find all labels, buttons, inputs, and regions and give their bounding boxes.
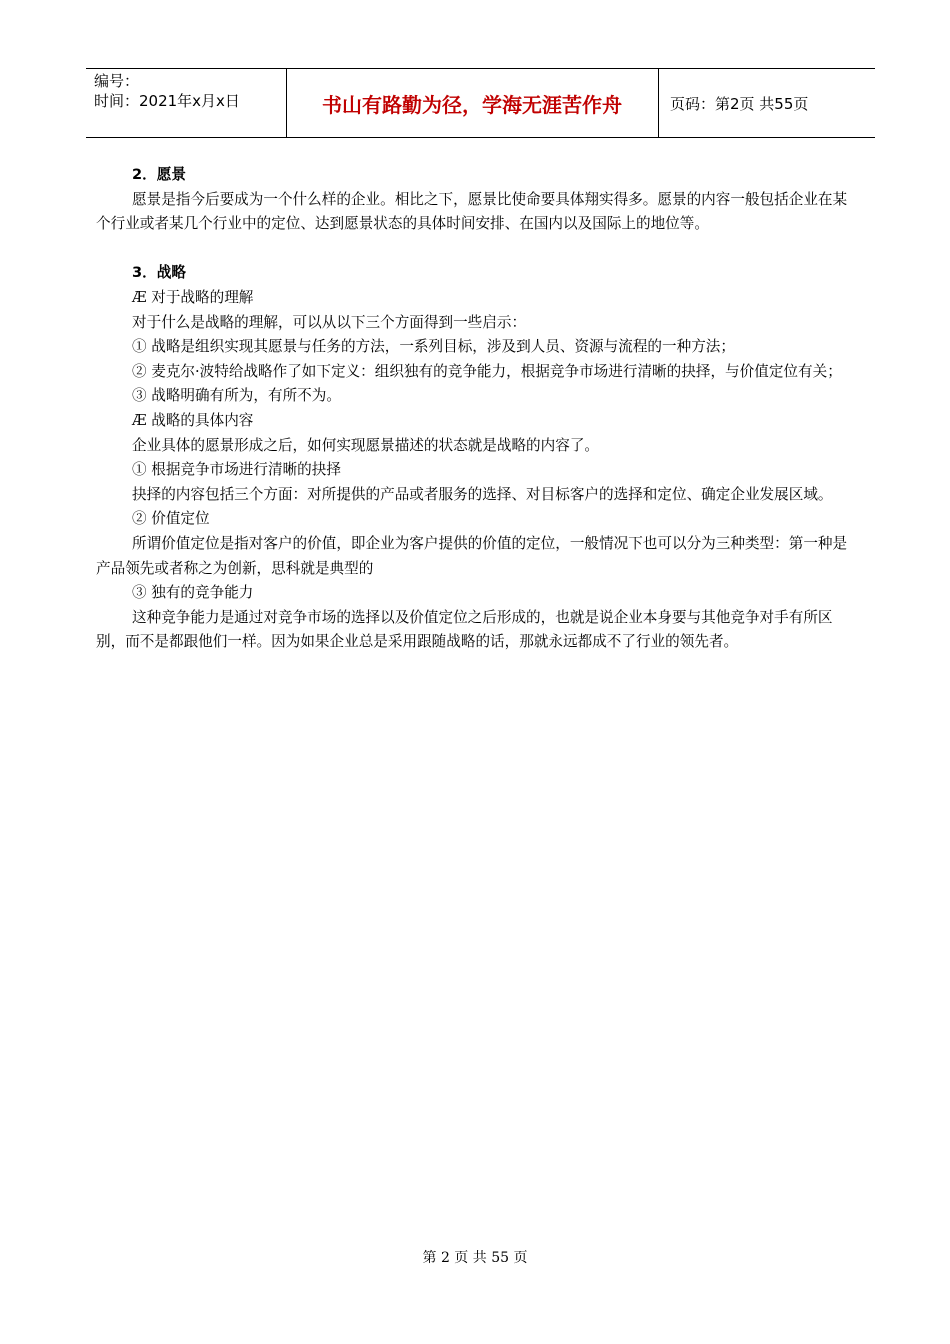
- document-body: [96, 163, 860, 655]
- section-heading-vision: 2．愿景: [132, 166, 186, 183]
- paragraph: 企业具体的愿景形成之后，如何实现愿景描述的状态就是战略的内容了。: [132, 436, 600, 454]
- header-page-number: 页码：第2页 共55页: [670, 94, 809, 113]
- document-number-label: 编号：: [94, 72, 140, 90]
- paragraph: 这种竞争能力是通过对竞争市场的选择以及价值定位之后形成的，也就是说企业本身要与其他竞争对手有所区别，而不是都跟他们一样。因为如果企业总是采用跟随战略的话，那就永远都成不了行业的领先者。: [96, 608, 833, 651]
- page-footer: 第 2 页 共 55 页: [422, 1250, 528, 1266]
- list-item: ② 麦克尔·波特给战略作了如下定义：组织独有的竞争能力，根据竞争市场进行清晰的抉择，与价值定位有关；: [132, 362, 842, 380]
- header-info: [94, 71, 286, 111]
- list-item: ③ 战略明确有所为，有所不为。: [132, 387, 341, 405]
- paragraph: 所谓价值定位是指对客户的价值，即企业为客户提供的价值的定位，一般情况下也可以分为三种类型：第一种是产品领先或者称之为创新，思科就是典型的: [96, 534, 848, 577]
- paragraph: 愿景是指今后要成为一个什么样的企业。相比之下，愿景比使命要具体翔实得多。愿景的内容一般包括企业在某个行业或者某几个行业中的定位、达到愿景状态的具体时间安排、在国内以及国际上的地位等。: [96, 190, 848, 233]
- paragraph: 对于什么是战略的理解，可以从以下三个方面得到一些启示：: [132, 313, 527, 331]
- page-header: [86, 68, 875, 138]
- paragraph: 抉择的内容包括三个方面：对所提供的产品或者服务的选择、对目标客户的选择和定位、确定企业发展区域。: [132, 485, 833, 503]
- list-item: ② 价值定位: [132, 510, 210, 528]
- list-item: ① 根据竞争市场进行清晰的抉择: [132, 461, 341, 479]
- subheading: Æ 对于战略的理解: [132, 288, 254, 306]
- section-heading-strategy: 3．战略: [132, 264, 186, 282]
- subheading: Æ 战略的具体内容: [132, 411, 254, 429]
- list-item: ① 战略是组织实现其愿景与任务的方法，一系列目标，涉及到人员、资源与流程的一种方法；: [132, 338, 735, 356]
- document-time-label: 时间：2021年x月x日: [94, 92, 240, 110]
- list-item: ③ 独有的竞争能力: [132, 584, 254, 602]
- header-divider: [658, 69, 659, 137]
- spacer: [96, 237, 860, 262]
- header-motto: 书山有路勤为径，学海无涯苦作舟: [322, 92, 622, 117]
